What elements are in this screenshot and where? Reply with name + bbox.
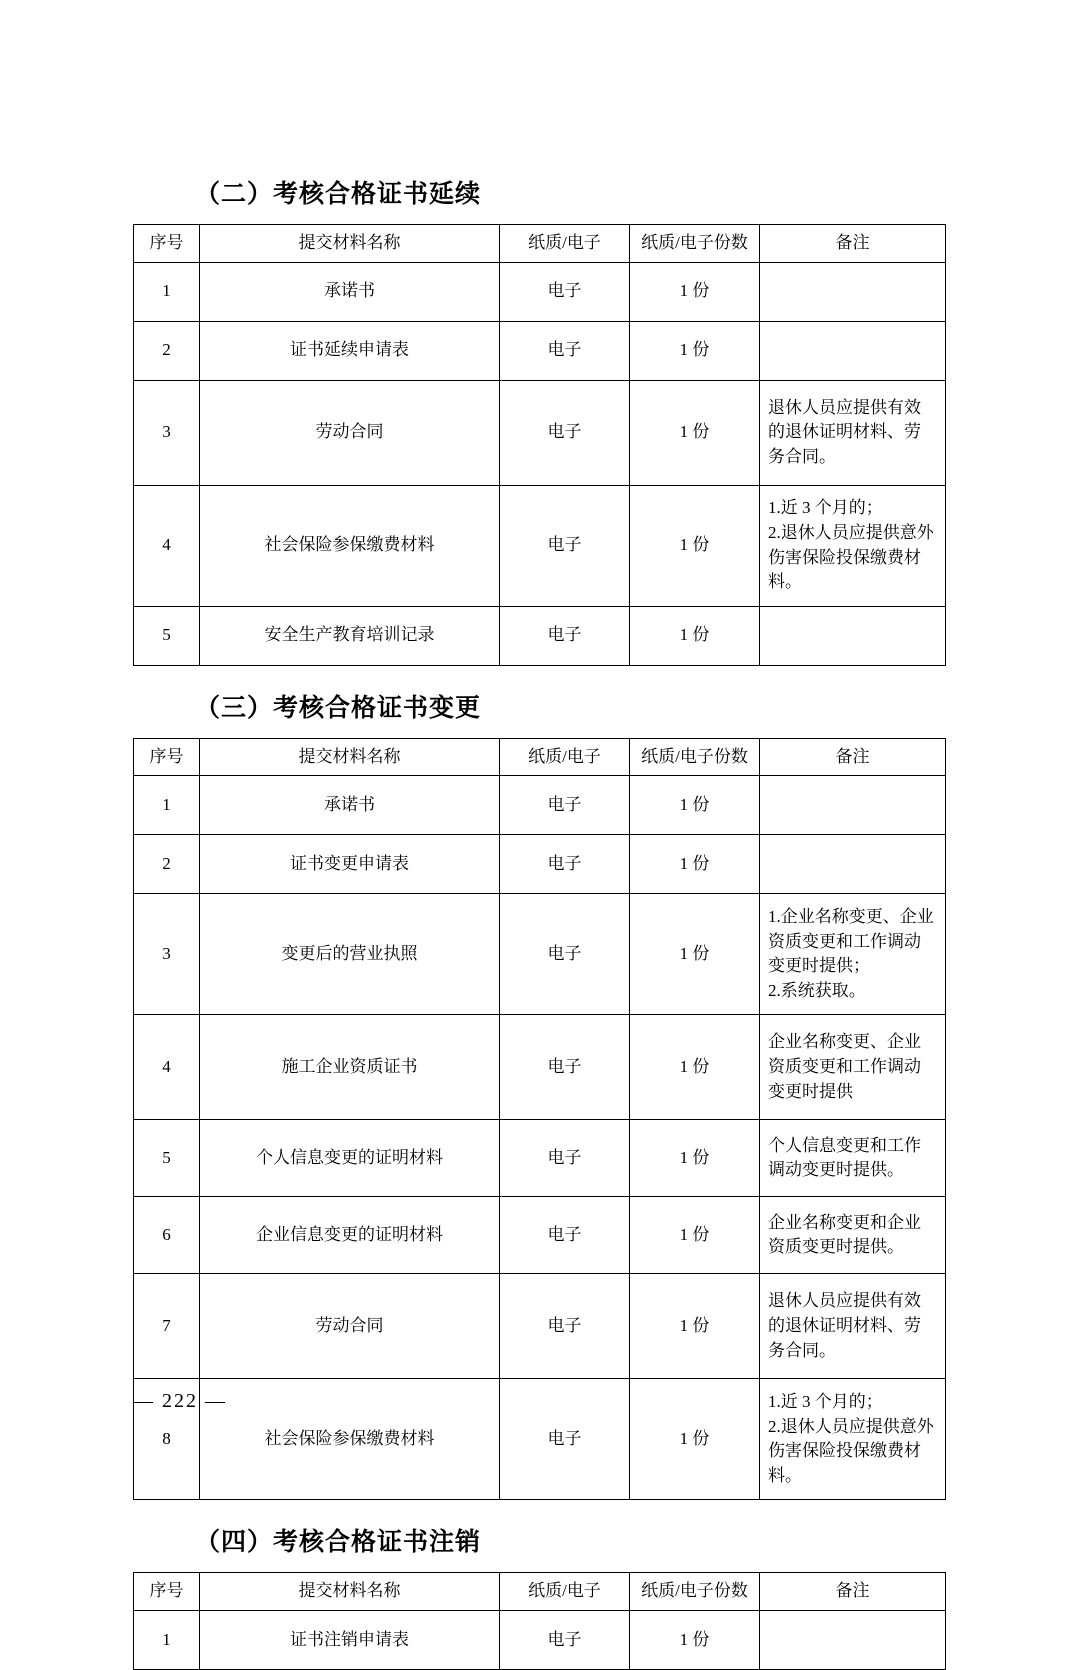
column-header-copies: 纸质/电子份数 [630,738,760,776]
cell-index: 8 [134,1379,200,1500]
column-header-material-name: 提交材料名称 [200,738,500,776]
cell-index: 3 [134,894,200,1015]
cell-index: 4 [134,485,200,606]
cell-copies: 1 份 [630,776,760,835]
cell-material-name: 施工企业资质证书 [200,1015,500,1120]
cell-remarks [760,262,946,321]
cell-material-name: 变更后的营业执照 [200,894,500,1015]
column-header-remarks: 备注 [760,738,946,776]
section-title-3: （三）考核合格证书变更 [195,694,482,722]
cell-remarks: 企业名称变更和企业资质变更时提供。 [760,1197,946,1274]
cell-remarks [760,835,946,894]
column-header-copies: 纸质/电子份数 [630,1573,760,1611]
cell-copies: 1 份 [630,835,760,894]
table-row [134,1015,946,1120]
cell-material-name: 承诺书 [200,776,500,835]
cell-material-name: 社会保险参保缴费材料 [200,1379,500,1500]
cell-copies: 1 份 [630,1274,760,1379]
cell-format: 电子 [500,1015,630,1120]
document-content [133,180,945,1670]
table-row [134,1197,946,1274]
table-row [134,321,946,380]
cell-format: 电子 [500,894,630,1015]
column-header-format: 纸质/电子 [500,738,630,776]
column-header-remarks: 备注 [760,1573,946,1611]
cell-format: 电子 [500,1197,630,1274]
cell-index: 5 [134,1120,200,1197]
cell-remarks: 1.近 3 个月的； 2.退休人员应提供意外伤害保险投保缴费材料。 [760,485,946,606]
cell-index: 7 [134,1274,200,1379]
cell-remarks: 1.近 3 个月的； 2.退休人员应提供意外伤害保险投保缴费材料。 [760,1379,946,1500]
cell-index: 1 [134,776,200,835]
materials-table-certificate-renewal [133,224,946,666]
cell-remarks [760,606,946,665]
cell-material-name: 承诺书 [200,262,500,321]
cell-remarks [760,321,946,380]
cell-format: 电子 [500,262,630,321]
cell-format: 电子 [500,835,630,894]
cell-copies: 1 份 [630,1015,760,1120]
cell-copies: 1 份 [630,262,760,321]
cell-material-name: 安全生产教育培训记录 [200,606,500,665]
cell-copies: 1 份 [630,1379,760,1500]
table-row [134,606,946,665]
cell-copies: 1 份 [630,1197,760,1274]
column-header-material-name: 提交材料名称 [200,1573,500,1611]
cell-material-name: 劳动合同 [200,1274,500,1379]
table-header-row [134,225,946,263]
column-header-format: 纸质/电子 [500,225,630,263]
cell-index: 3 [134,380,200,485]
column-header-index: 序号 [134,738,200,776]
cell-copies: 1 份 [630,1610,760,1669]
cell-format: 电子 [500,321,630,380]
cell-index: 2 [134,835,200,894]
table-row [134,262,946,321]
table-row [134,380,946,485]
cell-remarks: 退休人员应提供有效的退休证明材料、劳务合同。 [760,1274,946,1379]
column-header-format: 纸质/电子 [500,1573,630,1611]
cell-format: 电子 [500,776,630,835]
cell-index: 1 [134,1610,200,1669]
column-header-copies: 纸质/电子份数 [630,225,760,263]
cell-format: 电子 [500,485,630,606]
cell-copies: 1 份 [630,485,760,606]
cell-material-name: 劳动合同 [200,380,500,485]
table-row [134,1379,946,1500]
page-number: — 222 — [133,1390,227,1412]
table-row [134,1120,946,1197]
cell-material-name: 证书变更申请表 [200,835,500,894]
cell-index: 2 [134,321,200,380]
cell-remarks: 个人信息变更和工作调动变更时提供。 [760,1120,946,1197]
cell-material-name: 证书注销申请表 [200,1610,500,1669]
table-row [134,485,946,606]
table-header-row [134,1573,946,1611]
cell-format: 电子 [500,1274,630,1379]
cell-format: 电子 [500,1610,630,1669]
table-row [134,776,946,835]
cell-index: 6 [134,1197,200,1274]
table-row [134,894,946,1015]
cell-copies: 1 份 [630,380,760,485]
cell-remarks [760,1610,946,1669]
cell-format: 电子 [500,606,630,665]
cell-format: 电子 [500,380,630,485]
table-row [134,1274,946,1379]
column-header-material-name: 提交材料名称 [200,225,500,263]
column-header-index: 序号 [134,225,200,263]
materials-table-certificate-change [133,738,946,1501]
materials-table-certificate-cancellation [133,1572,946,1670]
cell-material-name: 证书延续申请表 [200,321,500,380]
section-title-4: （四）考核合格证书注销 [195,1529,482,1557]
cell-format: 电子 [500,1379,630,1500]
section-title-2: （二）考核合格证书延续 [195,181,482,208]
cell-material-name: 个人信息变更的证明材料 [200,1120,500,1197]
cell-index: 4 [134,1015,200,1120]
cell-remarks: 企业名称变更、企业资质变更和工作调动变更时提供 [760,1015,946,1120]
table-row [134,1610,946,1669]
cell-copies: 1 份 [630,606,760,665]
column-header-remarks: 备注 [760,225,946,263]
cell-remarks: 1.企业名称变更、企业资质变更和工作调动变更时提供； 2.系统获取。 [760,894,946,1015]
cell-index: 1 [134,262,200,321]
cell-remarks [760,776,946,835]
table-row [134,835,946,894]
cell-remarks: 退休人员应提供有效的退休证明材料、劳务合同。 [760,380,946,485]
cell-material-name: 社会保险参保缴费材料 [200,485,500,606]
table-header-row [134,738,946,776]
cell-copies: 1 份 [630,894,760,1015]
cell-copies: 1 份 [630,1120,760,1197]
cell-copies: 1 份 [630,321,760,380]
cell-material-name: 企业信息变更的证明材料 [200,1197,500,1274]
column-header-index: 序号 [134,1573,200,1611]
cell-index: 5 [134,606,200,665]
cell-format: 电子 [500,1120,630,1197]
